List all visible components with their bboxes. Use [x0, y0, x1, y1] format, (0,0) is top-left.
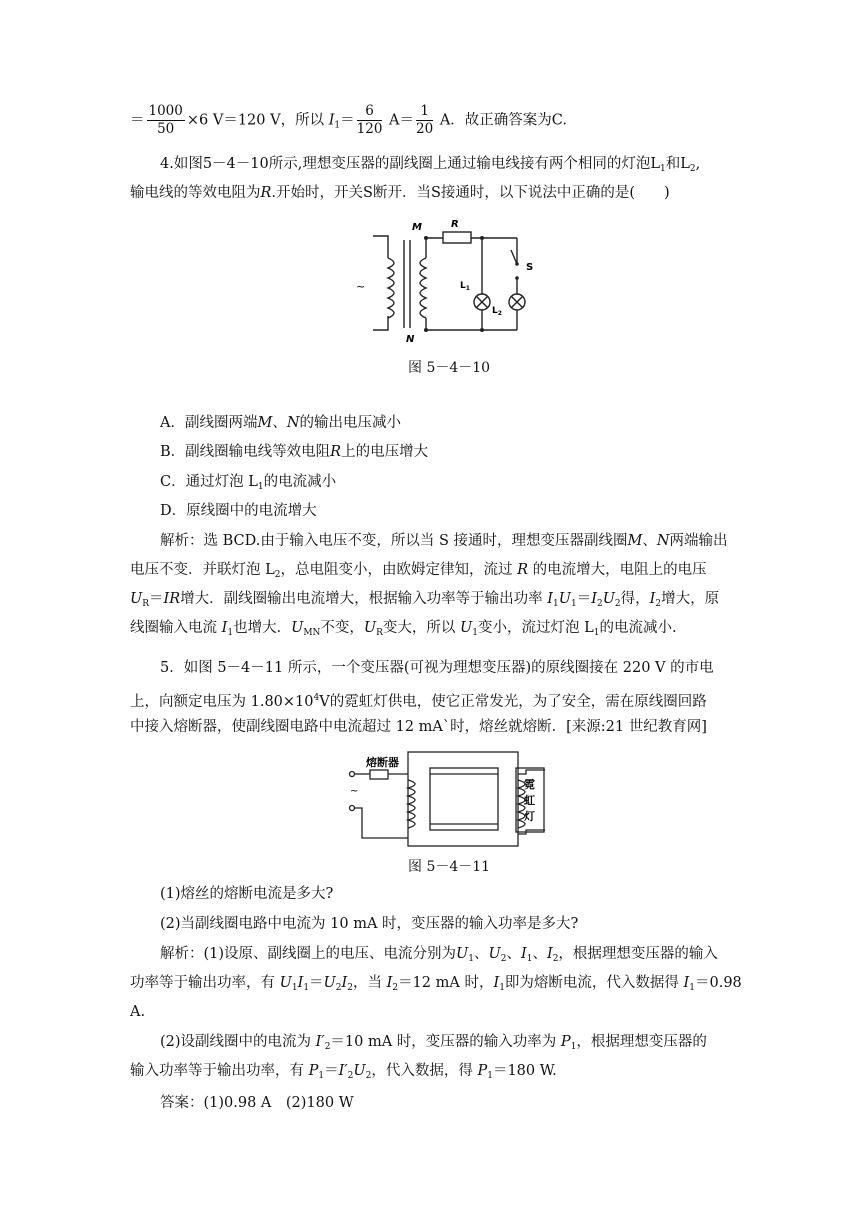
transformer-diagram-5-4-11 — [340, 750, 550, 850]
option-b: B．副线圈输电线等效电阻R上的电压增大 — [160, 444, 429, 460]
neon-lamp-label-3: 灯 — [524, 810, 535, 823]
neon-lamp-label-1: 霓 — [524, 778, 535, 791]
analysis-4-line-4: 线圈输入电流 $I_1$也增大．$U_{MN}$不变，$U_R$变大，所以 $U_1$变小，流过灯泡 $L_1$的电流减小. — [130, 620, 677, 638]
neon-lamp-label-2: 虹 — [524, 794, 535, 807]
figure-caption-5-4-11: 图 5－4－11 — [408, 859, 491, 875]
label-n: N — [406, 334, 415, 345]
fuse-label: 熔断器 — [366, 756, 399, 769]
label-r: R — [451, 219, 459, 230]
label-l2: $L_2$ — [492, 306, 502, 317]
analysis-5-line-2: 功率等于输出功率，有 $U_1I_1=U_2I_2$，当 $I_2=12$ mA 时，$I_1$即为熔断电流，代入数据得 $I_1=0.98$ — [130, 975, 742, 993]
analysis-4-line-3: $U_R=IR$增大．副线圈输出电流增大，根据输入功率等于输出功率 $I_1U_1=I_2U_2$得，$I_2$增大，原 — [130, 591, 720, 609]
subquestion-1: (1)熔丝的熔断电流是多大? — [160, 886, 334, 902]
question-4-line-2: 输电线的等效电阻为R.开始时，开关S断开．当S接通时，以下说法中正确的是( ) — [130, 185, 670, 201]
circuit-diagram-5-4-10 — [340, 212, 550, 347]
question-5-line-3: 中接入熔断器，使副线圈电路中电流超过 12 mA`时，熔丝就熔断．[来源:21 世纪教育网] — [130, 719, 707, 735]
figure-caption-5-4-10: 图 5－4－10 — [408, 360, 491, 376]
analysis-5-line-4: (2)设副线圈中的电流为 $I'_2=10$ mA 时，变压器的输入功率为 $P_1$，根据理想变压器的 — [160, 1034, 707, 1052]
label-s: S — [526, 262, 534, 273]
analysis-5-line-1: 解析：(1)设原、副线圈上的电压、电流分别为$U_1$、$U_2$、$I_1$、$I_2$，根据理想变压器的输入 — [160, 946, 718, 964]
label-l1: $L_1$ — [460, 281, 470, 292]
fraction-6-120: $\frac{6}{120}$ — [356, 103, 383, 137]
fraction-1-20: $\frac{1}{20}$ — [416, 103, 434, 137]
option-a: A．副线圈两端M、N的输出电压减小 — [160, 415, 402, 431]
ac-source-symbol: ~ — [356, 280, 366, 293]
ac-source-symbol-2: ~ — [350, 786, 359, 797]
question-5-line-1: 5．如图 5－4－11 所示，一个变压器(可视为理想变压器)的原线圈接在 220 V 的市电 — [160, 660, 714, 676]
analysis-5-line-3: A. — [130, 1004, 146, 1020]
formula-line: ＝ $\frac{1000}{50}$ ×6 V＝120 V，所以 $I_1=$ $\frac{6}{120}$ A＝ $\frac{1}{20}$ A．故正确答案为C. — [130, 103, 567, 137]
subquestion-2: (2)当副线圈电路中电流为 10 mA 时，变压器的输入功率是多大? — [160, 916, 579, 932]
answer-line: 答案：(1)0.98 A (2)180 W — [160, 1095, 354, 1111]
analysis-4-line-2: 电压不变．并联灯泡 $L_2$，总电阻变小，由欧姆定律知，流过 R 的电流增大，电阻上的电压 — [130, 562, 707, 580]
question-5-line-2: 上，向额定电压为 $1.80\times 10^4V$的霓虹灯供电，使它正常发光，为了安全，需在原线圈回路 — [130, 693, 707, 710]
question-4-line-1: 4.如图5－4－10所示,理想变压器的副线圈上通过输电线接有两个相同的灯泡$L_1$和$L_2$, — [160, 156, 701, 174]
analysis-5-line-5: 输入功率等于输出功率，有 $P_1=I'_2U_2$，代入数据，得 $P_1=180$ W. — [130, 1063, 557, 1081]
label-m: M — [412, 222, 422, 233]
analysis-4-line-1: 解析：选 BCD.由于输入电压不变，所以当 S 接通时，理想变压器副线圈M、N两端输出 — [160, 533, 728, 549]
fraction-1000-50: $\frac{1000}{50}$ — [148, 103, 183, 137]
option-d: D．原线圈中的电流增大 — [160, 503, 317, 519]
option-c: C．通过灯泡 $L_1$的电流减小 — [160, 474, 337, 492]
